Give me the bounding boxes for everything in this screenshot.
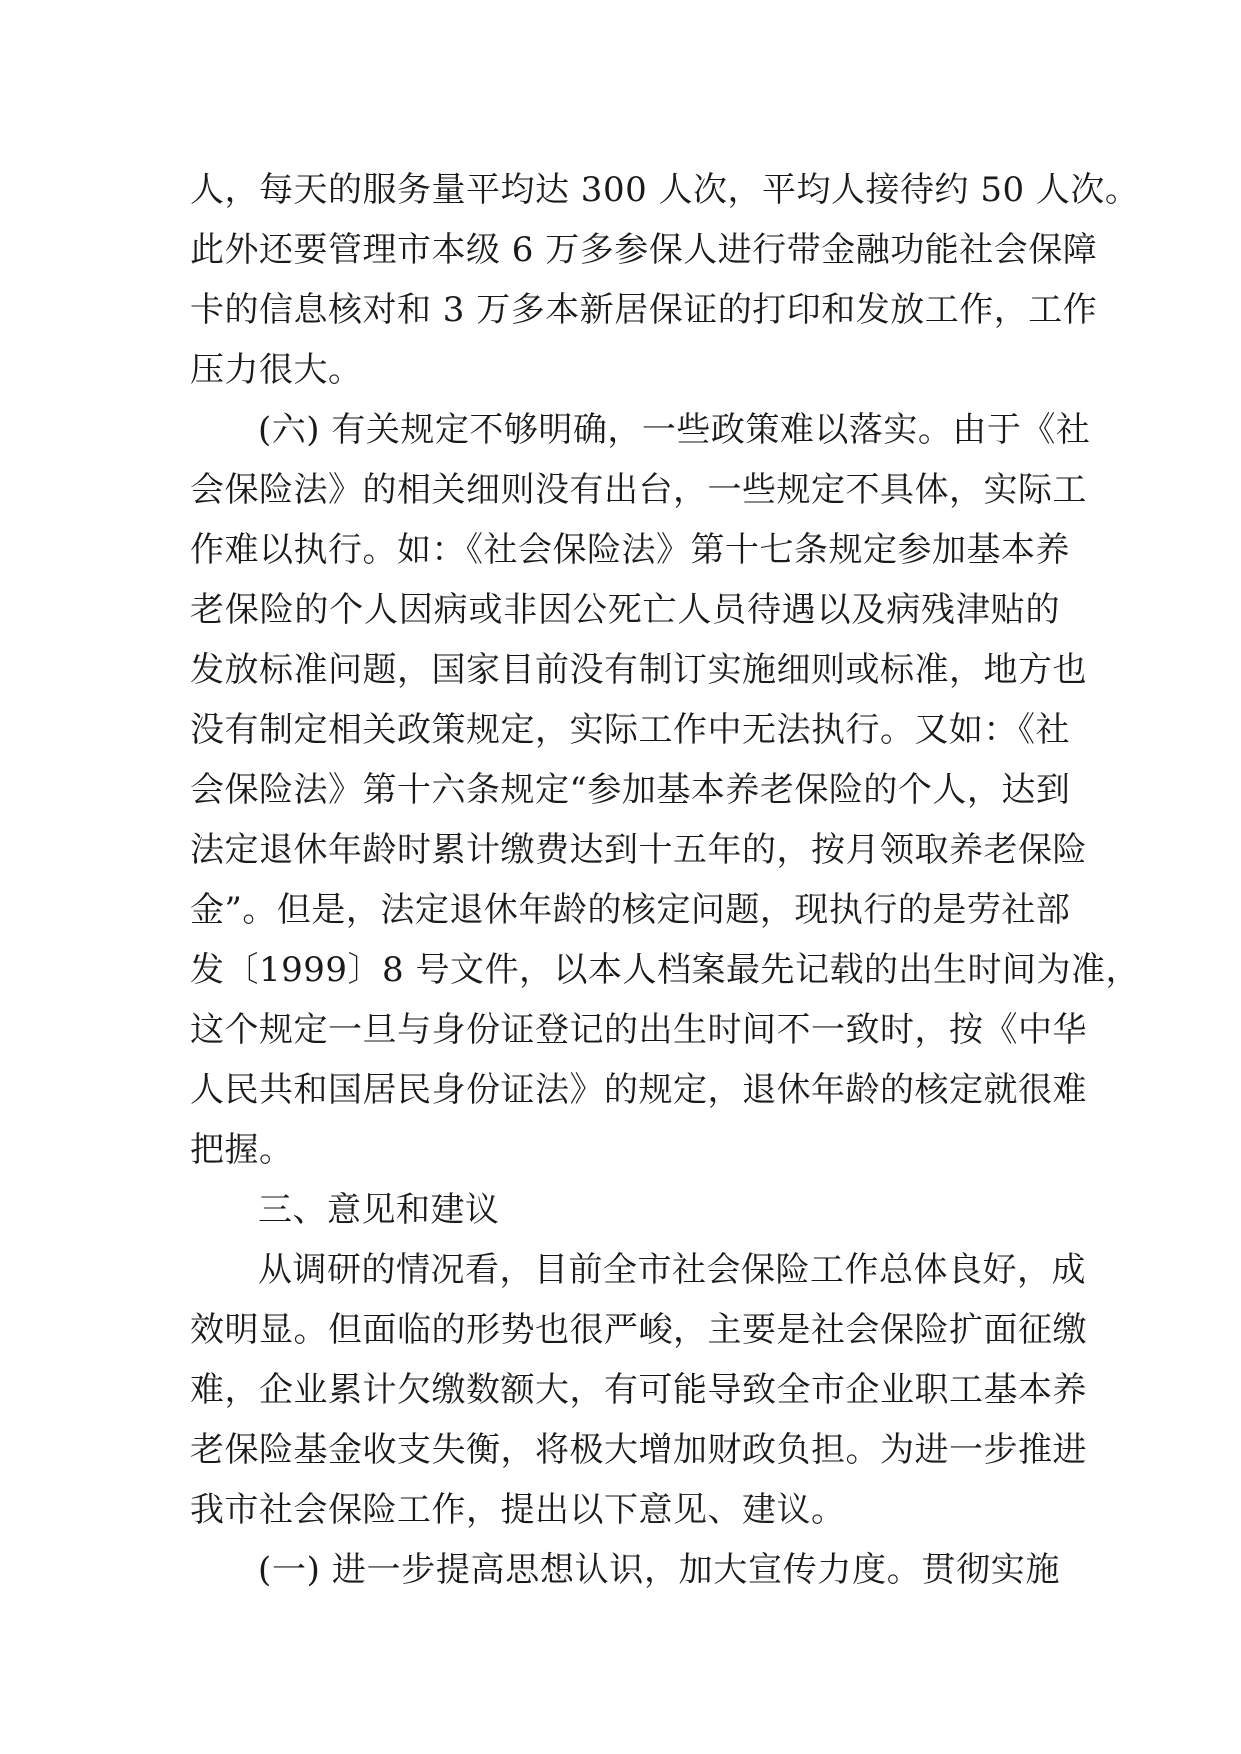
text-line: 从调研的情况看，目前全市社会保险工作总体良好，成 (258, 1250, 1086, 1290)
section-heading: 三、意见和建议 (258, 1190, 500, 1230)
text-line: 发〔1999〕8 号文件，以本人档案最先记载的出生时间为准， (190, 950, 1140, 990)
text-line: 发放标准问题，国家目前没有制订实施细则或标准，地方也 (190, 650, 1087, 690)
text-line: 把握。 (190, 1130, 294, 1170)
text-line: 人，每天的服务量平均达 300 人次，平均人接待约 50 人次。 (190, 170, 1140, 210)
text-line: 卡的信息核对和 3 万多本新居保证的打印和发放工作，工作 (190, 290, 1098, 330)
text-line: 此外还要管理市本级 6 万多参保人进行带金融功能社会保障 (190, 230, 1098, 270)
text-line: (一) 进一步提高思想认识，加大宣传力度。贯彻实施 (258, 1550, 1060, 1590)
text-line: 压力很大。 (190, 350, 363, 390)
body-text (190, 160, 1140, 1600)
text-line: 效明显。但面临的形势也很严峻，主要是社会保险扩面征缴 (190, 1310, 1087, 1350)
text-line: 法定退休年龄时累计缴费达到十五年的，按月领取养老保险 (190, 830, 1087, 870)
text-line: 人民共和国居民身份证法》的规定，退休年龄的核定就很难 (190, 1070, 1087, 1110)
text-line: 会保险法》的相关细则没有出台，一些规定不具体，实际工 (190, 470, 1087, 510)
text-line: 难，企业累计欠缴数额大，有可能导致全市企业职工基本养 (190, 1370, 1087, 1410)
text-line: 会保险法》第十六条规定“参加基本养老保险的个人，达到 (190, 770, 1071, 810)
text-line: (六) 有关规定不够明确，一些政策难以落实。由于《社 (258, 410, 1091, 450)
text-line: 老保险基金收支失衡，将极大增加财政负担。为进一步推进 (190, 1430, 1087, 1470)
text-line: 老保险的个人因病或非因公死亡人员待遇以及病残津贴的 (190, 590, 1060, 630)
text-line: 金”。但是，法定退休年龄的核定问题，现执行的是劳社部 (190, 890, 1071, 930)
text-line: 我市社会保险工作，提出以下意见、建议。 (190, 1490, 846, 1530)
text-line: 没有制定相关政策规定，实际工作中无法执行。又如：《社 (190, 710, 1070, 750)
text-line: 这个规定一旦与身份证登记的出生时间不一致时，按《中华 (190, 1010, 1087, 1050)
text-line: 作难以执行。如：《社会保险法》第十七条规定参加基本养 (190, 530, 1070, 570)
